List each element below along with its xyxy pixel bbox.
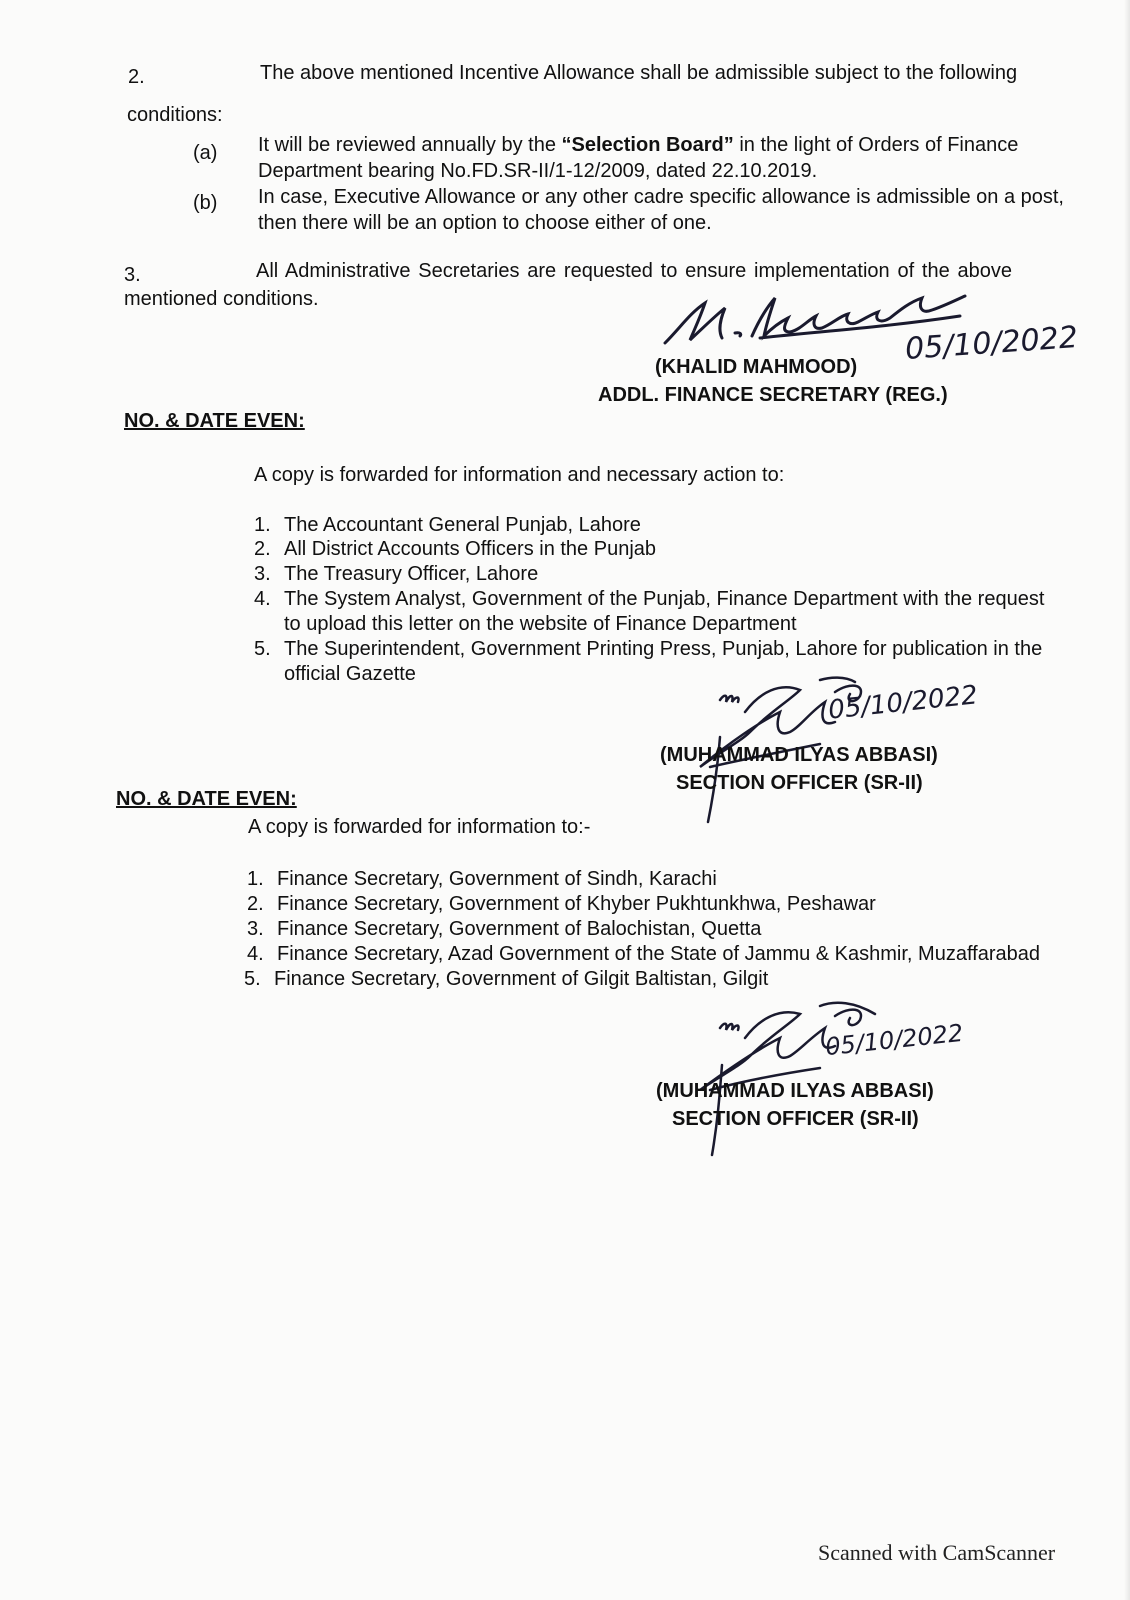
signatory1-name: (KHALID MAHMOOD) [655, 356, 858, 378]
section2-item: 2. Finance Secretary, Government of Khyber Pukhtunkhwa, Peshawar [247, 893, 876, 915]
section1-heading: NO. & DATE EVEN: [124, 410, 305, 432]
signature2-handwritten-date: 05/10/2022 [826, 680, 980, 726]
para2-line2: conditions: [127, 104, 223, 126]
condition-a-line1: It will be reviewed annually by the “Selection Board” in the light of Orders of Finance [258, 134, 1019, 156]
section1-item-continuation: to upload this letter on the website of Finance Department [284, 613, 797, 635]
signature3-handwritten-date: 05/10/2022 [823, 1018, 965, 1062]
para2-line1: The above mentioned Incentive Allowance shall be admissible subject to the following [260, 62, 1018, 84]
section1-item: 4. The System Analyst, Government of the Punjab, Finance Department with the request [254, 588, 1045, 610]
condition-b-line1: In case, Executive Allowance or any other cadre specific allowance is admissible on a post, [258, 186, 1064, 208]
signatory2-name: (MUHAMMAD ILYAS ABBASI) [660, 744, 938, 766]
selection-board-text: “Selection Board” [561, 134, 734, 156]
page-edge-shadow [1124, 0, 1130, 1600]
signatory3-designation: SECTION OFFICER (SR-II) [672, 1108, 919, 1130]
condition-a-line2: Department bearing No.FD.SR-II/1-12/2009, dated 22.10.2019. [258, 160, 818, 182]
signature1-handwritten-date: 05/10/2022 [903, 320, 1079, 367]
signature-muhammad-ilyas-abbasi-2 [650, 990, 990, 1160]
section2-item: 5. Finance Secretary, Government of Gilgit Baltistan, Gilgit [244, 968, 769, 990]
condition-b-label: (b) [193, 192, 218, 214]
section1-intro: A copy is forwarded for information and necessary action to: [254, 464, 785, 486]
section1-item: 1. The Accountant General Punjab, Lahore [254, 514, 641, 536]
para3-number: 3. [124, 264, 141, 286]
section2-intro: A copy is forwarded for information to:- [248, 816, 591, 838]
para3-line1: All Administrative Secretaries are requested to ensure implementation of the above [256, 260, 1012, 282]
para2-number: 2. [128, 66, 145, 88]
section2-heading: NO. & DATE EVEN: [116, 788, 297, 810]
para3-line2: mentioned conditions. [124, 288, 319, 310]
section2-item: 1. Finance Secretary, Government of Sindh, Karachi [247, 868, 717, 890]
section2-item: 4. Finance Secretary, Azad Government of the State of Jammu & Kashmir, Muzaffarabad [247, 943, 1040, 965]
section1-item: 5. The Superintendent, Government Printing Press, Punjab, Lahore for publication in the [254, 638, 1043, 660]
section2-item: 3. Finance Secretary, Government of Balochistan, Quetta [247, 918, 762, 940]
signatory2-designation: SECTION OFFICER (SR-II) [676, 772, 923, 794]
section1-item: 2. All District Accounts Officers in the Punjab [254, 538, 657, 560]
signatory3-name: (MUHAMMAD ILYAS ABBASI) [656, 1080, 934, 1102]
signatory1-designation: ADDL. FINANCE SECRETARY (REG.) [598, 384, 948, 406]
section1-item: 3. The Treasury Officer, Lahore [254, 563, 539, 585]
section1-item-continuation: official Gazette [284, 663, 416, 685]
scanner-watermark: Scanned with CamScanner [818, 1540, 1056, 1565]
condition-b-line2: then there will be an option to choose either of one. [258, 212, 712, 234]
condition-a-label: (a) [193, 142, 218, 164]
